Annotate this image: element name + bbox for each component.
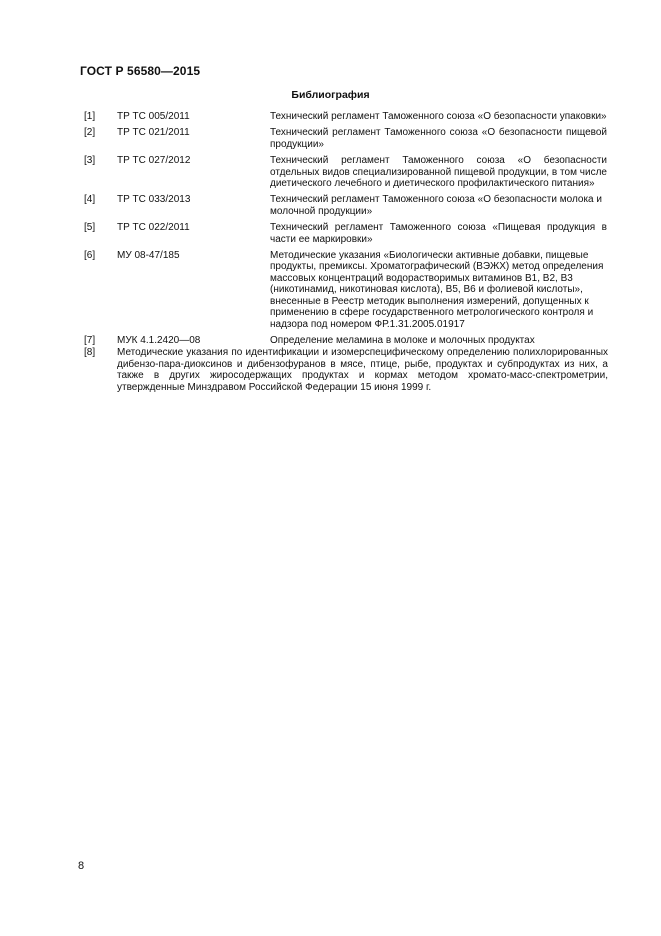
entry-code: МУК 4.1.2420—08 — [117, 334, 201, 346]
entry-number: [7] — [84, 334, 96, 346]
bibliography-entry-2 — [0, 127, 661, 150]
entry-number: [5] — [84, 222, 96, 234]
bibliography-entry-8 — [0, 347, 661, 393]
entry-number: [3] — [84, 155, 96, 167]
bibliography-entry-7 — [0, 335, 661, 346]
entry-text: Технический регламент Таможенного союза «О безопасности пищевой продукции» — [270, 127, 607, 150]
entry-text: Технический регламент Таможенного союза «О безопасности отдельных видов специализированной пищевой продукции, в том числе диетического лечебного и диетического профилактического питания» — [270, 155, 607, 190]
entry-text: Методические указания по идентификации и изомерспецифическому определению полихлорированных дибензо-пара-диоксинов и дибензофуранов в мясе, птице, рыбе, продуктах и субпродуктах из них, а также в других жиросодержащих продуктах и кормах методом хромато-масс-спектрометрии, утвержденные Минздравом Российской Федерации 15 июня 1999 г. — [117, 347, 608, 393]
entry-number: [8] — [84, 347, 96, 359]
bibliography-entry-5 — [0, 222, 661, 245]
entry-code: ТР ТС 021/2011 — [117, 127, 190, 139]
bibliography-entry-3 — [0, 155, 661, 189]
entry-number: [2] — [84, 127, 96, 139]
entry-number: [6] — [84, 250, 96, 262]
bibliography-entry-4 — [0, 194, 661, 217]
entry-text: Определение меламина в молоке и молочных продуктах — [270, 334, 535, 346]
entry-number: [1] — [84, 111, 96, 122]
entry-code: ТР ТС 033/2013 — [117, 194, 191, 206]
bibliography-list — [0, 111, 661, 393]
entry-code: ТР ТС 022/2011 — [117, 222, 190, 234]
entry-code: ТР ТС 005/2011 — [117, 111, 190, 122]
entry-text: Технический регламент Таможенного союза «О безопасности упаковки» — [270, 111, 607, 122]
document-code: ГОСТ Р 56580—2015 — [80, 64, 201, 78]
bibliography-entry-6 — [0, 250, 661, 330]
bibliography-entry-1 — [0, 111, 661, 122]
page-number: 8 — [78, 860, 85, 872]
entry-text: Технический регламент Таможенного союза «Пищевая продукция в части ее маркировки» — [270, 222, 607, 245]
section-title: Библиография — [291, 89, 370, 101]
entry-text: Технический регламент Таможенного союза «О безопасности молока и молочной продукции» — [270, 194, 602, 217]
entry-text: Методические указания «Биологически активные добавки, пищевые продукты, премиксы. Хроматографический (ВЭЖХ) метод определения массовых концентраций водорастворимых витаминов В1, В2, В3 (никотинамид, никотиновая кислота), В5, В6 и фолиевой кислоты», внесенные в Реестр методик выполнения измерений, допущенных к применению в сфере государственного метрологического контроля и надзора под номером ФР.1.31.2005.01917 — [270, 250, 604, 330]
entry-code: МУ 08-47/185 — [117, 250, 180, 262]
entry-code: ТР ТС 027/2012 — [117, 155, 191, 167]
entry-number: [4] — [84, 194, 96, 206]
